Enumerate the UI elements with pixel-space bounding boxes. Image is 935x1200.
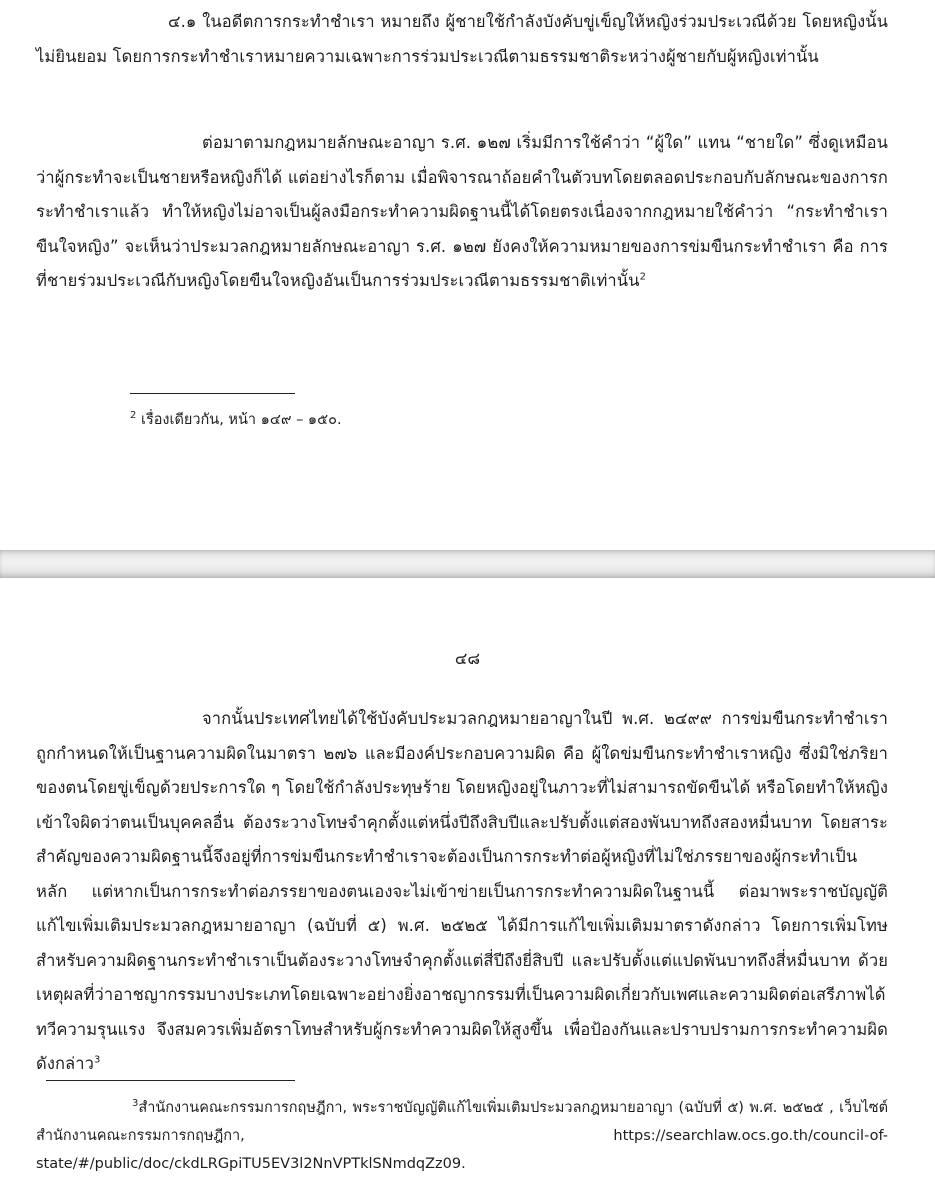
page-break <box>0 550 935 578</box>
footnote-separator-bottom <box>46 1080 295 1081</box>
footnote-2-text: เรื่องเดียวกัน, หน้า ๑๔๙ – ๑๕๐. <box>136 412 342 428</box>
footnote-2-mark: 2 <box>130 410 137 422</box>
footnote-3-text: สำนักงานคณะกรรมการกฤษฎีกา, พระราชบัญญัติแก้ไขเพิ่มเติมประมวลกฎหมายอาญา (ฉบับที่ ๕) พ.ศ. ๒๕๒๕ , เว็บไซต์สำนักงานคณะกรรมการกฤษฎีกา, https://searchlaw.ocs.go.th/council-of-state/#/public/doc/ckdLRGpiTU5EV3l2NnVPTklSNmdqZz09. <box>36 1100 888 1172</box>
footnote-ref-2[interactable]: 2 <box>639 271 647 283</box>
paragraph-penal-code-2499 <box>36 702 888 1082</box>
page-number: ๔๘ <box>454 649 481 668</box>
footnote-ref-3[interactable]: 3 <box>94 1054 101 1066</box>
paragraph-4-1 <box>36 5 888 74</box>
footnote-3-mark: 3 <box>132 1098 139 1110</box>
footnote-3 <box>36 1094 888 1178</box>
paragraph-rs127-text: ต่อมาตามกฎหมายลักษณะอาญา ร.ศ. ๑๒๗ เริ่มมีการใช้คำว่า “ผู้ใด” แทน “ชายใด” ซึ่งดูเหมือนว่าผู้กระทำจะเป็นชายหรือหญิงก็ได้ แต่อย่างไรก็ตาม เมื่อพิจารณาถ้อยคำในตัวบทโดยตลอดประกอบกับลักษณะของการกระทำชำเราแล้ว ทำให้หญิงไม่อาจเป็นผู้ลงมือกระทำความผิดฐานนี้ได้โดยตรงเนื่องจากกฎหมายใช้คำว่า “กระทำชำเราขืนใจหญิง” จะเห็นว่าประมวลกฎหมายลักษณะอาญา ร.ศ. ๑๒๗ ยังคงให้ความหมายของการข่มขืนกระทำชำเรา คือ การที่ชายร่วมประเวณีกับหญิงโดยขืนใจหญิงอันเป็นการร่วมประเวณีตามธรรมชาติเท่านั้น <box>36 133 888 290</box>
footnote-2 <box>130 406 830 434</box>
footnote-separator <box>130 393 295 394</box>
paragraph-4-1-text: ๔.๑ ในอดีตการกระทำชำเรา หมายถึง ผู้ชายใช้กำลังบังคับขู่เข็ญให้หญิงร่วมประเวณีด้วย โดยหญิงนั้นไม่ยินยอม โดยการกระทำชำเราหมายความเฉพาะการร่วมประเวณีตามธรรมชาติระหว่างผู้ชายกับผู้หญิงเท่านั้น <box>36 12 888 66</box>
paragraph-rs127 <box>36 126 888 299</box>
document-page-bottom <box>0 578 935 1200</box>
paragraph-penal-code-text: จากนั้นประเทศไทยได้ใช้บังคับประมวลกฎหมายอาญาในปี พ.ศ. ๒๔๙๙ การข่มขืนกระทำชำเราถูกกำหนดให้เป็นฐานความผิดในมาตรา ๒๗๖ และมีองค์ประกอบความผิด คือ ผู้ใดข่มขืนกระทำชำเราหญิง ซึ่งมิใช่ภริยาของตนโดยขู่เข็ญด้วยประการใด ๆ โดยใช้กำลังประทุษร้าย โดยหญิงอยู่ในภาวะที่ไม่สามารถขัดขืนได้ หรือโดยทำให้หญิงเข้าใจผิดว่าตนเป็นบุคคลอื่น ต้องระวางโทษจำคุกตั้งแต่หนึ่งปีถึงสิบปีและปรับตั้งแต่สองพันบาทถึงสองหมื่นบาท โดยสาระสำคัญของความผิดฐานนี้จึงอยู่ที่การข่มขืนกระทำชำเราจะต้องเป็นการกระทำต่อผู้หญิงที่ไม่ใช่ภรรยาของผู้กระทำเป็นหลัก แต่หากเป็นการกระทำต่อภรรยาของตนเองจะไม่เข้าข่ายเป็นการกระทำความผิดในฐานนี้ ต่อมาพระราชบัญญัติแก้ไขเพิ่มเติมประมวลกฎหมายอาญา (ฉบับที่ ๕) พ.ศ. ๒๕๒๕ ได้มีการแก้ไขเพิ่มเติมมาตราดังกล่าว โดยการเพิ่มโทษสำหรับความผิดฐานกระทำชำเราเป็นต้องระวางโทษจำคุกตั้งแต่สี่ปีถึงยี่สิบปี และปรับตั้งแต่แปดพันบาทถึงสี่หมื่นบาท ด้วยเหตุผลที่ว่าอาชญากรรมบางประเภทโดยเฉพาะอย่างยิ่งอาชญากรรมที่เป็นความผิดเกี่ยวกับเพศและความผิดต่อเสรีภาพได้ทวีความรุนแรง จึงสมควรเพิ่มอัตราโทษสำหรับผู้กระทำความผิดให้สูงขึ้น เพื่อป้องกันและปราบปรามการกระทำความผิดดังกล่าว <box>36 709 888 1073</box>
document-page-top <box>0 0 935 550</box>
